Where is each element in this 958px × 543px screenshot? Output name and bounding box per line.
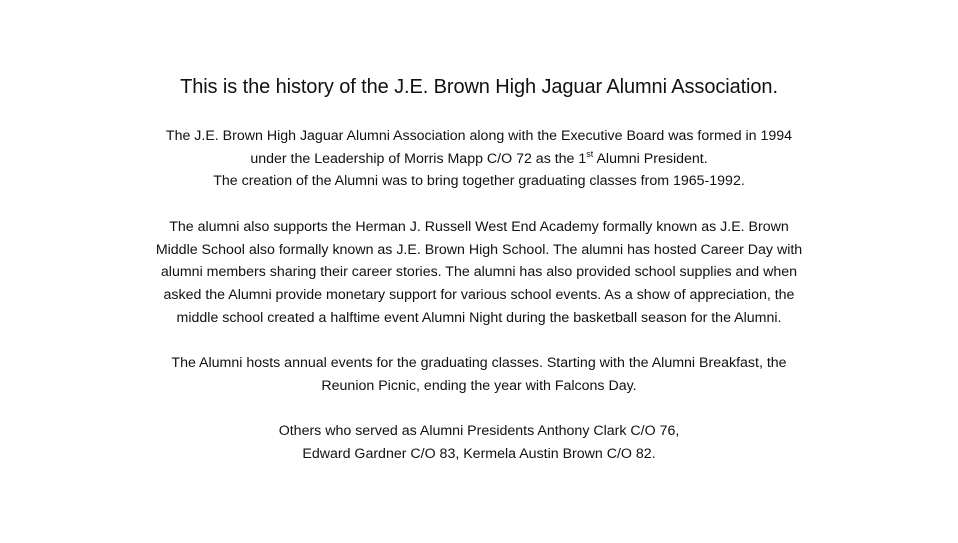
paragraph-spacer <box>0 329 958 352</box>
paragraph-spacer <box>0 193 958 216</box>
paragraph-spacer <box>0 397 958 420</box>
page-title: This is the history of the J.E. Brown High Jaguar Alumni Association. <box>180 76 778 98</box>
text-line: Edward Gardner C/O 83, Kermela Austin Brown C/O 82. <box>302 445 656 462</box>
text-line: Middle School also formally known as J.E. Brown High School. The alumni has hosted Career Day with <box>155 241 803 258</box>
paragraph-founding <box>0 125 958 193</box>
text-fragment: Alumni President. <box>593 150 708 167</box>
paragraph-presidents <box>0 420 958 465</box>
paragraph-support <box>0 216 958 330</box>
text-fragment: under the Leadership of Morris Mapp C/O 72 as the 1 <box>250 150 587 167</box>
text-line <box>0 148 958 171</box>
text-line: Others who served as Alumni Presidents Anthony Clark C/O 76, <box>278 423 680 440</box>
text-line: asked the Alumni provide monetary support for various school events. As a show of appreciation, the <box>163 286 795 303</box>
text-line: middle school created a halftime event Alumni Night during the basketball season for the Alumni. <box>176 309 782 326</box>
paragraph-events <box>0 352 958 397</box>
text-line: The alumni also supports the Herman J. Russell West End Academy formally known as J.E. Brown <box>169 218 789 235</box>
text-line: The creation of the Alumni was to bring together graduating classes from 1965-1992. <box>213 173 745 190</box>
ordinal-suffix: st <box>586 148 594 159</box>
text-line: Reunion Picnic, ending the year with Falcons Day. <box>321 377 637 394</box>
text-line: The J.E. Brown High Jaguar Alumni Association along with the Executive Board was formed in 1994 <box>165 128 793 144</box>
text-line: alumni members sharing their career stories. The alumni has also provided school supplies and when <box>160 264 798 281</box>
history-body <box>0 125 958 466</box>
text-line: The Alumni hosts annual events for the graduating classes. Starting with the Alumni Breakfast, the <box>171 355 787 371</box>
